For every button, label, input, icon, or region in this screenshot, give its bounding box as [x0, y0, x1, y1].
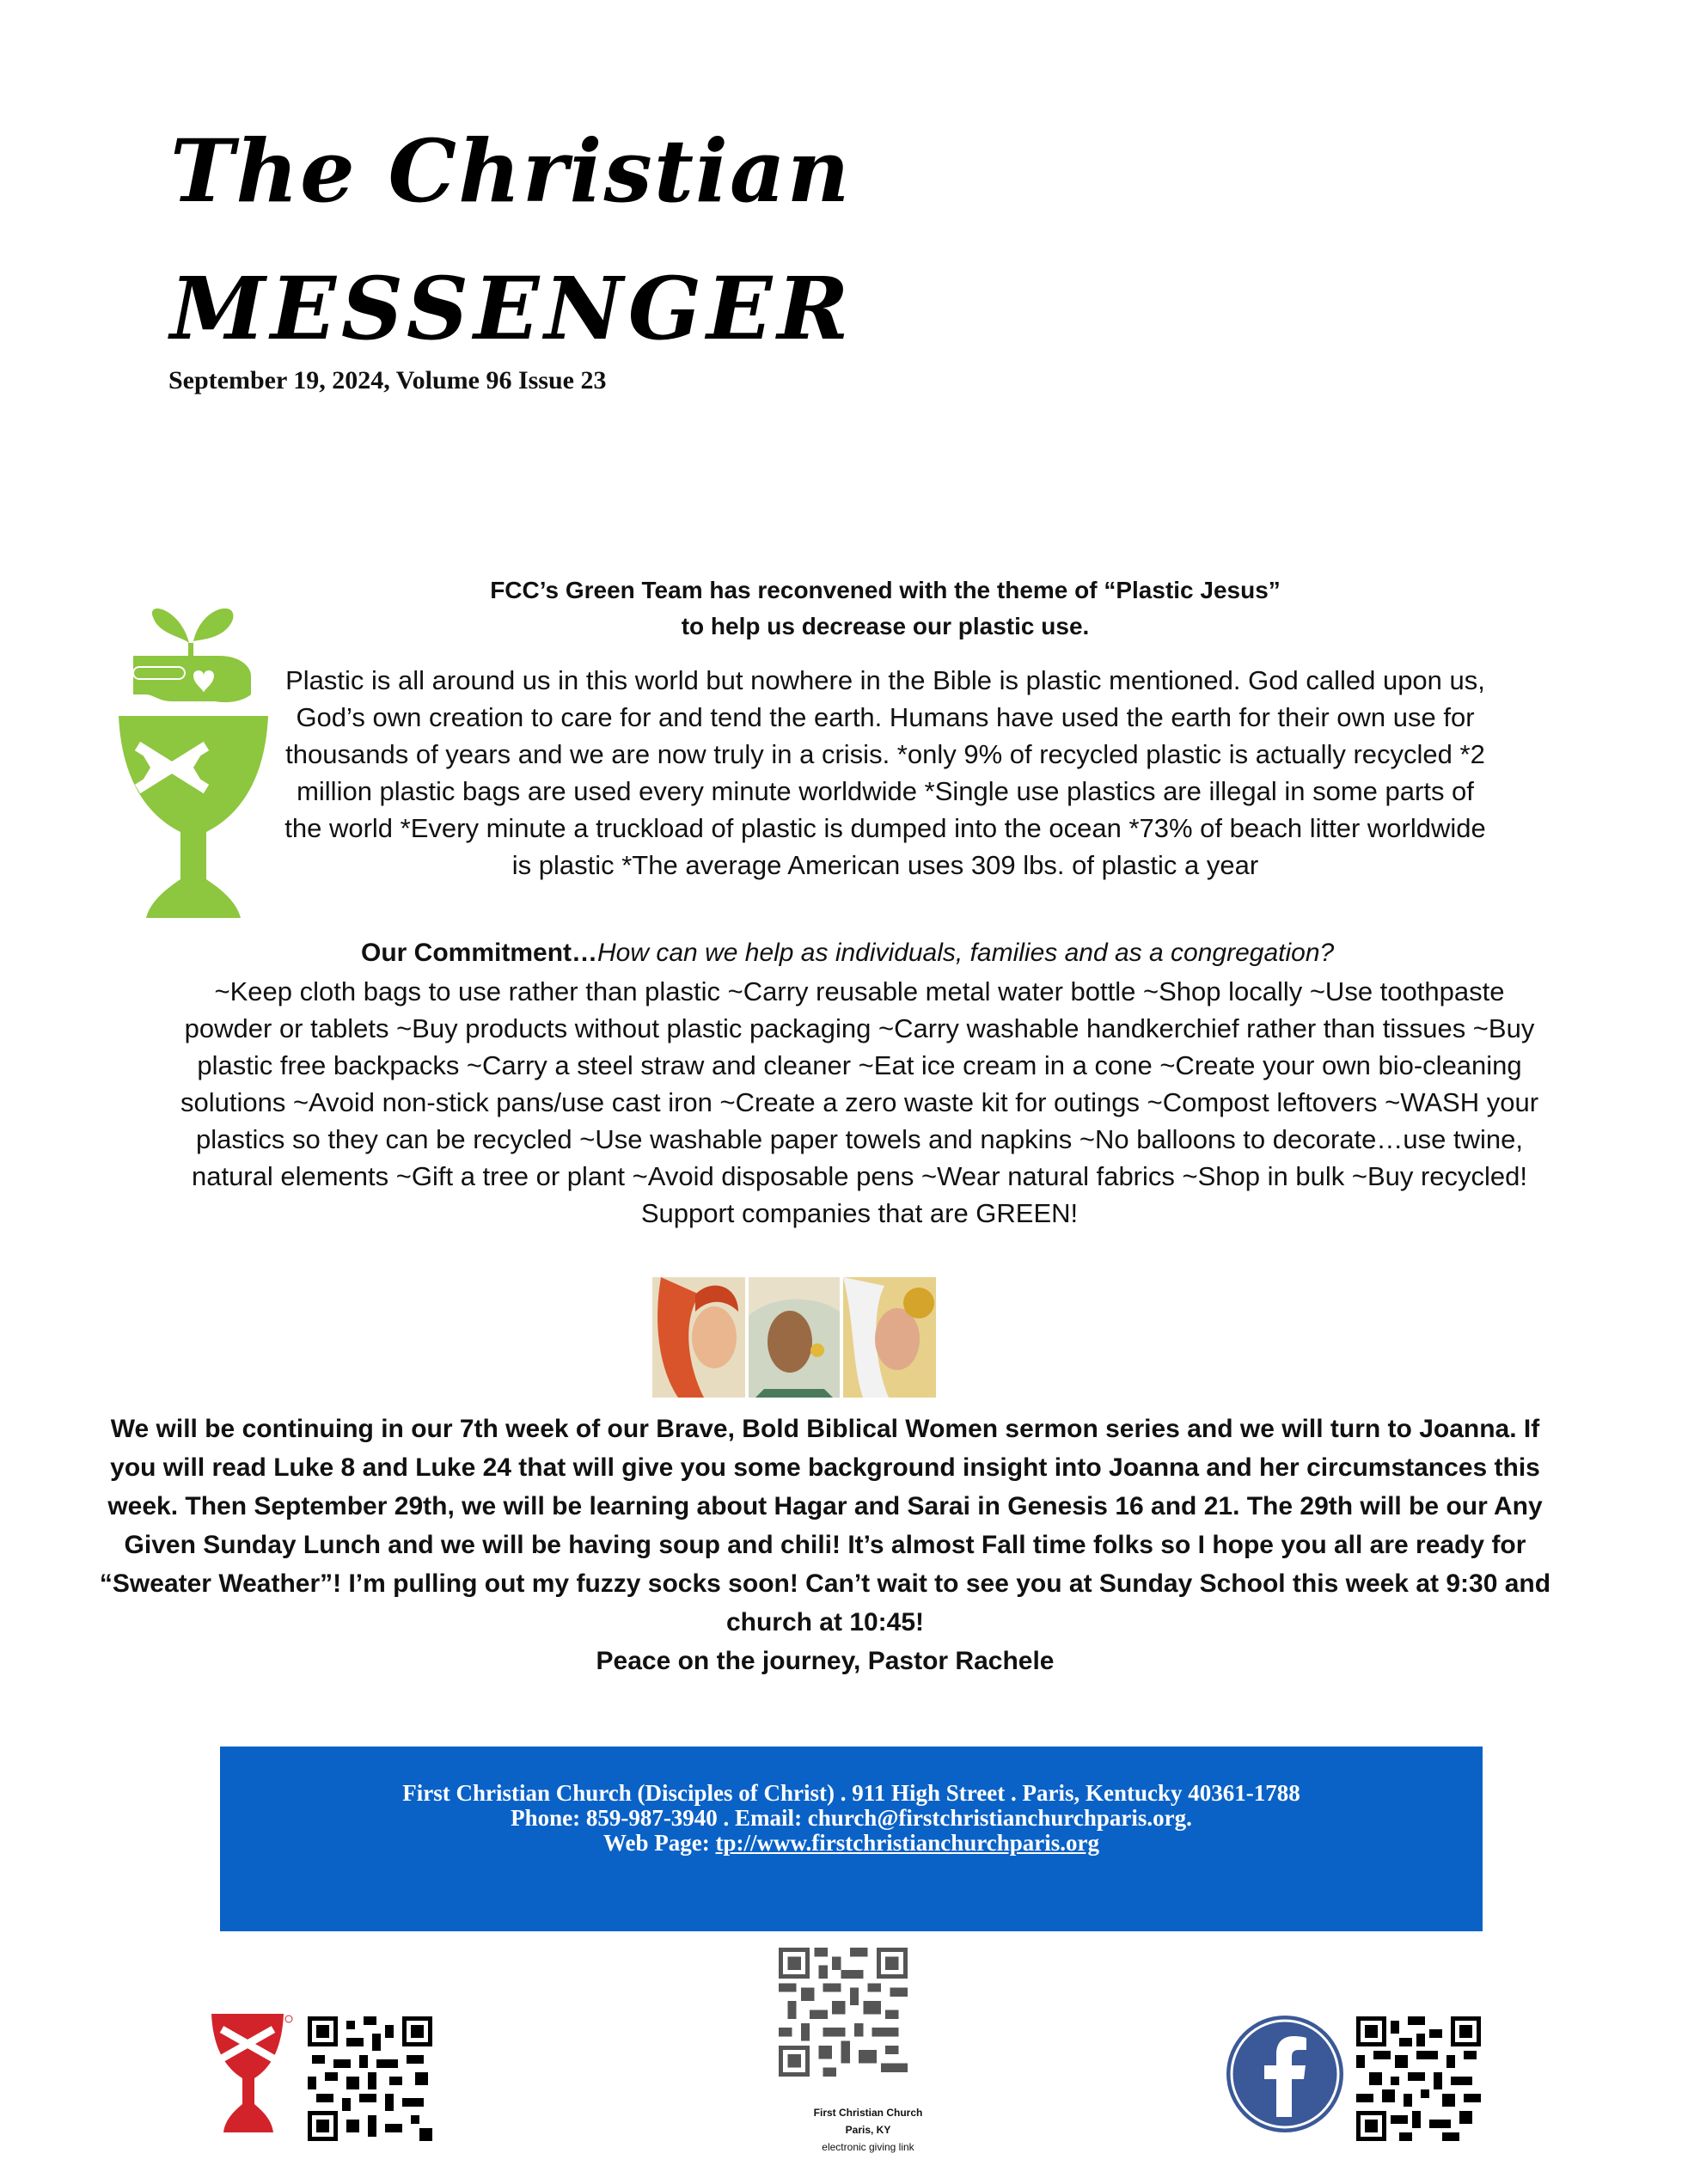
green-team-heading-line2: to help us decrease our plastic use. — [681, 613, 1090, 639]
sermon-text: We will be continuing in our 7th week of our Brave, Bold Biblical Women sermon series and we will turn to Joanna. If you will read Luke 8 and Luke 24 that will give you some background insight into Joanna and her circumstances this week. Then September 29th, we will be learning about Hagar and Sarai in Genesis 16 and 21. The 29th will be our Any Given Sunday Lunch and we will be having soup and chili! It’s almost Fall time folks so I hope you all are ready for “Sweater Weather”! I’m pulling out my fuzzy socks soon! Can’t wait to see you at Sunday School this week at 9:30 and church at 10:45! — [99, 1415, 1551, 1636]
issue-dateline: September 19, 2024, Volume 96 Issue 23 — [168, 366, 607, 395]
giving-caption-city: Paris, KY — [845, 2124, 891, 2136]
church-web-line — [220, 1831, 1483, 1856]
giving-qr-code-icon — [779, 1948, 908, 2077]
giving-qr-caption — [739, 2104, 997, 2156]
qr-code-left-icon — [308, 2016, 432, 2141]
church-address: First Christian Church (Disciples of Christ) . 911 High Street . Paris, Kentucky 40361-1788 — [402, 1780, 1300, 1806]
pastor-signoff: Peace on the journey, Pastor Rachele — [596, 1647, 1055, 1675]
qr-code-right[interactable] — [1356, 2016, 1481, 2145]
qr-code-left[interactable] — [308, 2016, 432, 2145]
green-team-heading-line1: FCC’s Green Team has reconvened with the theme of “Plastic Jesus” — [490, 577, 1281, 603]
qr-code-right-icon — [1356, 2016, 1481, 2141]
commitment-heading — [361, 935, 1564, 971]
newsletter-title-line2: MESSENGER — [170, 258, 854, 359]
giving-caption-label: electronic giving link — [822, 2141, 914, 2153]
church-contact-box — [220, 1747, 1483, 1931]
facebook-icon[interactable] — [1225, 2014, 1345, 2134]
web-label: Web Page: — [603, 1830, 716, 1856]
commitment-label: Our Commitment… — [361, 939, 598, 967]
plastic-facts-paragraph: Plastic is all around us in this world but nowhere in the Bible is plastic mentioned. God called upon us, God’s own creation to care for and tend the earth. Humans have used the earth for their own use for thousands of years and we are now truly in a crisis. *only 9% of recycled plastic is actually recycled *2 million plastic bags are used every minute worldwide *Single use plastics are illegal in some parts of the world *Every minute a truckload of plastic is dumped into the ocean *73% of beach litter worldwide is plastic *The average American uses 309 lbs. of plastic a year — [284, 665, 1486, 880]
newsletter-title-line1: The Christian — [170, 120, 852, 222]
web-link[interactable]: tp://www.firstchristianchurchparis.org — [715, 1830, 1099, 1856]
church-phone-email: Phone: 859-987-3940 . Email: church@firstchristianchurchparis.org. — [511, 1805, 1192, 1831]
green-team-heading — [284, 572, 1487, 645]
disciples-chalice-icon — [210, 2014, 294, 2134]
portrait-images — [652, 1277, 936, 1398]
sermon-announcement — [95, 1410, 1556, 1680]
giving-caption-church: First Christian Church — [813, 2107, 923, 2119]
commitment-list: ~Keep cloth bags to use rather than plastic ~Carry reusable metal water bottle ~Shop locally ~Use toothpaste powder or tablets ~Buy products without plastic packaging ~Carry washable handkerchief rather than tissues ~Buy plastic free backpacks ~Carry a steel straw and cleaner ~Eat ice cream in a cone ~Create your own bio-cleaning solutions ~Avoid non-stick pans/use cast iron ~Create a zero waste kit for outings ~Compost leftovers ~WASH your plastics so they can be recycled ~Use washable paper towels and napkins ~No balloons to decorate…use twine, natural elements ~Gift a tree or plant ~Avoid disposable pens ~Wear natural fabrics ~Shop in bulk ~Buy recycled! Support companies that are GREEN! — [180, 976, 1539, 1228]
biblical-women-portraits — [652, 1277, 936, 1398]
commitment-question: How can we help as individuals, families and as a congregation? — [597, 939, 1335, 967]
green-team-chalice-logo — [112, 574, 275, 935]
giving-qr-code[interactable] — [779, 1948, 908, 2081]
